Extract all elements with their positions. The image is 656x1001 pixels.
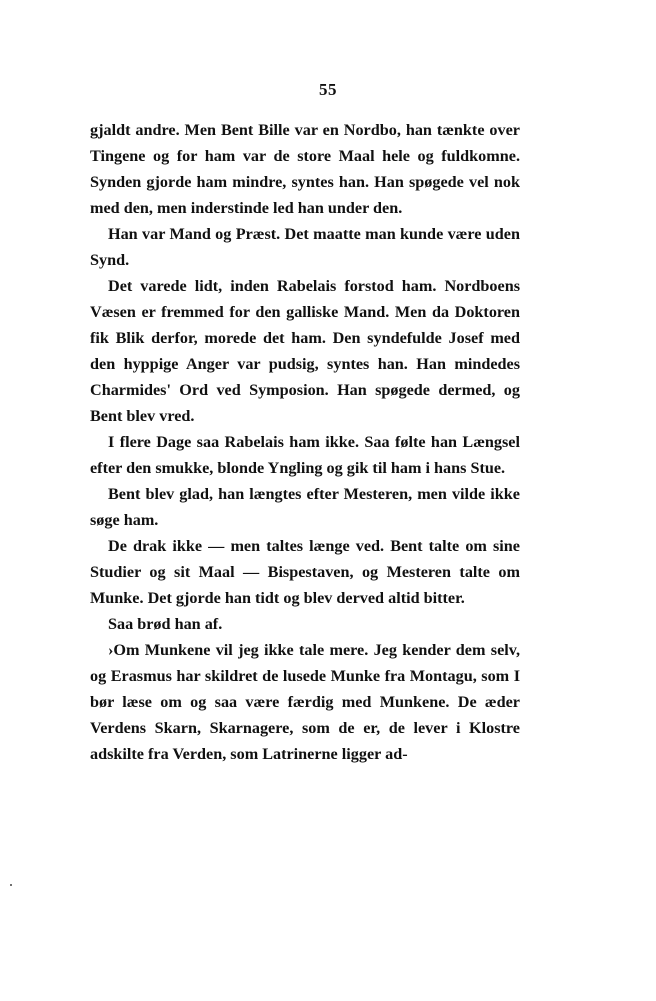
scan-speck — [10, 884, 12, 886]
paragraph: Han var Mand og Præst. Det maatte man kunde være uden Synd. — [90, 225, 520, 269]
paragraph: gjaldt andre. Men Bent Bille var en Nordbo, han tænkte over Tingene og for ham var de store Maal hele og fuldkomne. Synden gjorde ham mindre, syntes han. Han spøgede vel nok med den, men inderstinde led han under den. — [90, 121, 520, 217]
body-text — [90, 117, 520, 767]
paragraph: Bent blev glad, han længtes efter Mesteren, men vilde ikke søge ham. — [90, 485, 520, 529]
paragraph: De drak ikke — men taltes længe ved. Bent talte om sine Studier og sit Maal — Bispestaven, og Mesteren talte om Munke. Det gjorde han tidt og blev derved altid bitter. — [90, 537, 520, 607]
paragraph: Det varede lidt, inden Rabelais forstod ham. Nordboens Væsen er fremmed for den galliske Mand. Men da Doktoren fik Blik derfor, morede det ham. Den syndefulde Josef med den hyppige Anger var pudsig, syntes han. Han mindedes Charmides' Ord ved Symposion. Han spøgede dermed, og Bent blev vred. — [90, 277, 520, 425]
page-number: 55 — [319, 80, 337, 99]
paragraph: ›Om Munkene vil jeg ikke tale mere. Jeg kender dem selv, og Erasmus har skildret de lusede Munke fra Montagu, som I bør læse om og saa være færdig med Munkene. De æder Verdens Skarn, Skarnagere, som de er, de lever i Klostre adskilte fra Verden, som Latrinerne ligger ad- — [90, 641, 520, 763]
paragraph: I flere Dage saa Rabelais ham ikke. Saa følte han Længsel efter den smukke, blonde Yngling og gik til ham i hans Stue. — [90, 433, 520, 477]
paragraph: Saa brød han af. — [108, 615, 223, 633]
